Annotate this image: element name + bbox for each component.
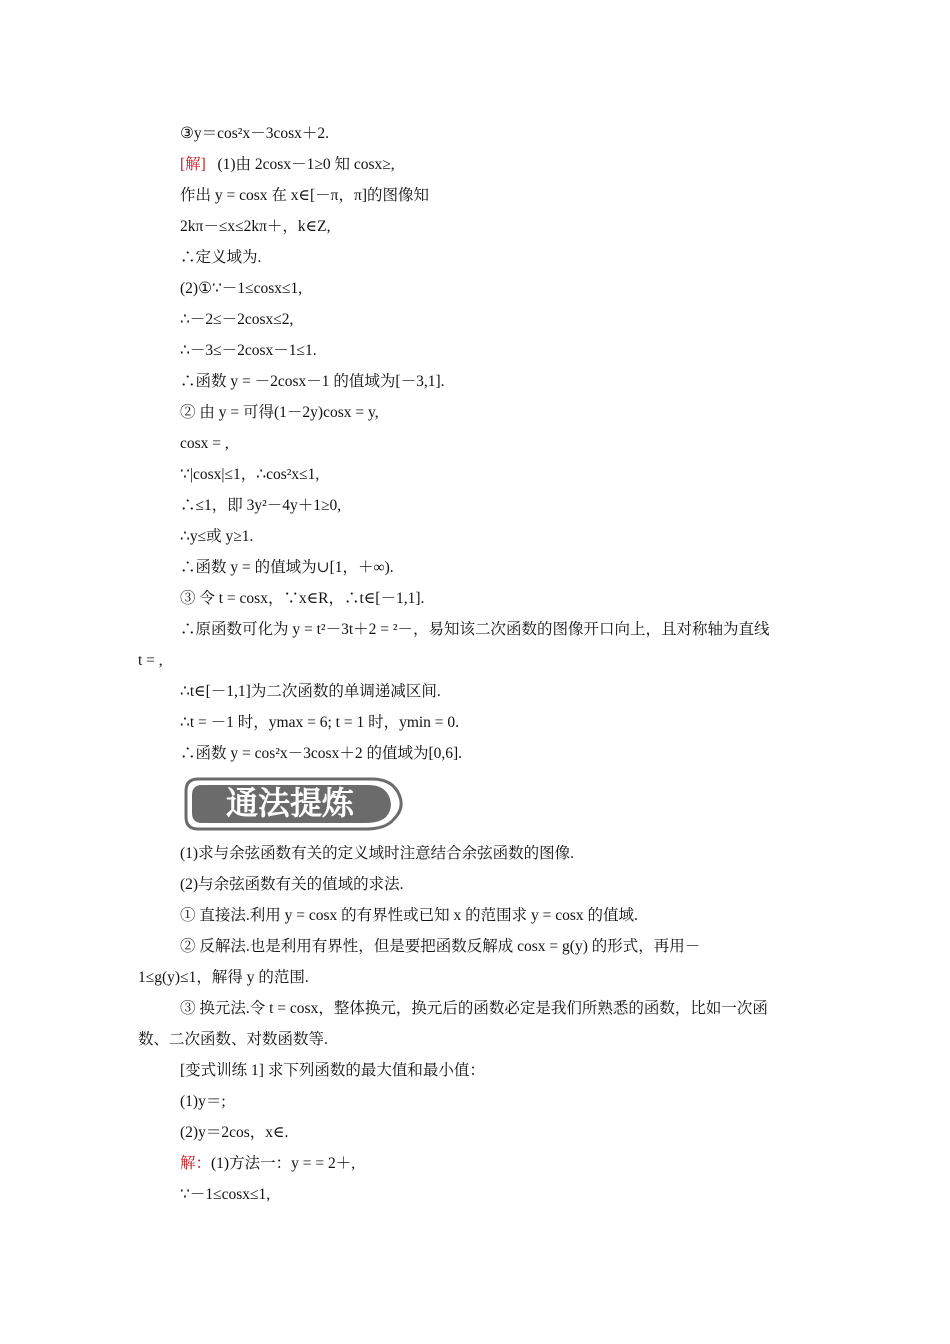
text-line: 解：(1)方法一：y = = 2＋, xyxy=(180,1155,356,1172)
banner-title: 通法提炼 xyxy=(225,784,355,822)
text-line: ∴原函数可化为 y = t²－3t＋2 = ²－，易知该二次函数的图像开口向上，且对称轴为直线 xyxy=(180,621,770,638)
text-line: [变式训练 1] 求下列函数的最大值和最小值： xyxy=(180,1062,485,1079)
text-line: (1)y＝; xyxy=(180,1093,226,1110)
text-line: (2)y＝2cos，x∈. xyxy=(180,1124,289,1141)
solution-label: [解] xyxy=(180,156,206,173)
text-line: ② 由 y = 可得(1－2y)cosx = y, xyxy=(180,404,379,421)
text-line: 数、二次函数、对数函数等. xyxy=(138,1031,328,1048)
text-line: ∴t = －1 时，ymax = 6; t = 1 时，ymin = 0. xyxy=(180,714,460,731)
text-line: 2kπ－≤x≤2kπ＋，k∈Z, xyxy=(180,218,331,235)
text-line: ③ 换元法.令 t = cosx，整体换元，换元后的函数必定是我们所熟悉的函数，比如一次函 xyxy=(180,1000,768,1017)
text-line: ③y＝cos²x－3cosx＋2. xyxy=(180,125,329,142)
text-line: [解] (1)由 2cosx－1≥0 知 cosx≥, xyxy=(180,156,395,173)
text-line: 1≤g(y)≤1，解得 y 的范围. xyxy=(138,969,309,986)
text-line: 作出 y = cosx 在 x∈[－π，π]的图像知 xyxy=(180,187,429,204)
text-line: (2)与余弦函数有关的值域的求法. xyxy=(180,876,404,893)
text-line: ∴函数 y = 的值域为∪[1，＋∞). xyxy=(180,559,394,576)
text-line: ∴－2≤－2cosx≤2, xyxy=(180,311,294,328)
text-line: ∴t∈[－1,1]为二次函数的单调递减区间. xyxy=(180,683,441,700)
banner-shape xyxy=(180,773,408,833)
text-line: ∴函数 y = cos²x－3cosx＋2 的值域为[0,6]. xyxy=(180,745,463,762)
solution-label: 解： xyxy=(180,1155,212,1172)
section-banner xyxy=(180,773,408,833)
text-line: ∴定义域为. xyxy=(180,249,262,266)
text-line: ∴≤1，即 3y²－4y＋1≥0, xyxy=(180,497,342,514)
text-line: ∵－1≤cosx≤1, xyxy=(180,1186,271,1203)
text-line: cosx = , xyxy=(180,435,229,452)
text-line: ① 直接法.利用 y = cosx 的有界性或已知 x 的范围求 y = cosx 的值域. xyxy=(180,907,638,924)
text-line: ∴函数 y = －2cosx－1 的值域为[－3,1]. xyxy=(180,373,445,390)
text-line: ∴y≤或 y≥1. xyxy=(180,528,254,545)
text-line: ③ 令 t = cosx，∵x∈R，∴t∈[－1,1]. xyxy=(180,590,425,607)
text-line: ② 反解法.也是利用有界性，但是要把函数反解成 cosx = g(y) 的形式，再用－ xyxy=(180,938,701,955)
text-line: (2)①∵－1≤cosx≤1, xyxy=(180,280,303,297)
text-line: ∴－3≤－2cosx－1≤1. xyxy=(180,342,317,359)
text-line: ∵|cosx|≤1，∴cos²x≤1, xyxy=(180,466,320,483)
text-line: (1)求与余弦函数有关的定义域时注意结合余弦函数的图像. xyxy=(180,845,574,862)
text-line: t = , xyxy=(138,652,163,669)
